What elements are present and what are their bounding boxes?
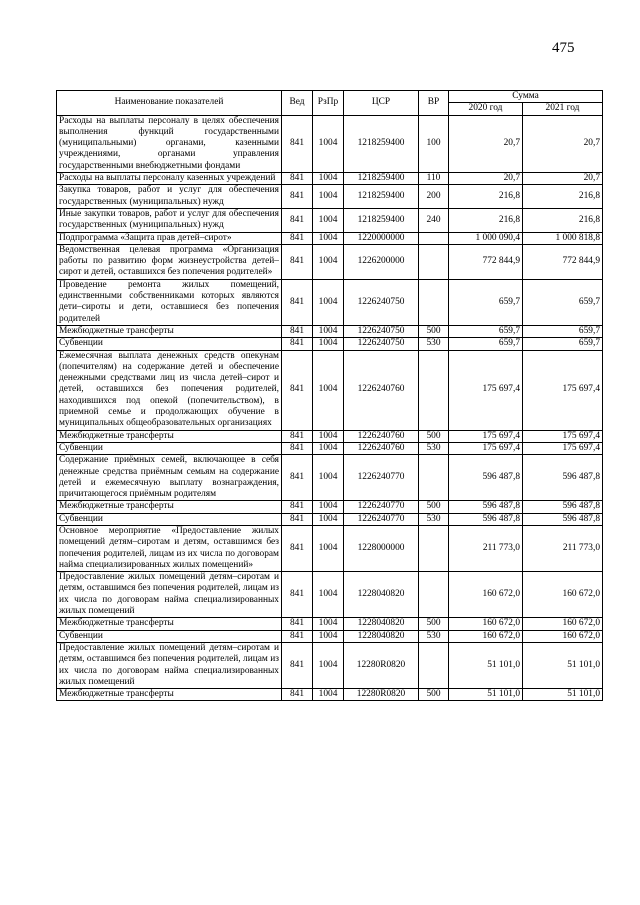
row-ved: 841 [282, 642, 313, 688]
row-csr: 1226240750 [344, 325, 419, 337]
row-sum-2021: 175 697,4 [523, 430, 603, 442]
table-row [57, 185, 603, 209]
row-csr: 1226200000 [344, 244, 419, 279]
row-csr: 1228000000 [344, 525, 419, 571]
row-rzpr: 1004 [313, 525, 344, 571]
row-vr: 240 [419, 208, 449, 232]
row-sum-2020: 175 697,4 [449, 442, 523, 454]
row-sum-2020: 596 487,8 [449, 501, 523, 513]
header-sum: Сумма [449, 91, 603, 103]
row-rzpr: 1004 [313, 618, 344, 630]
row-csr: 1220000000 [344, 232, 419, 244]
table-row [57, 244, 603, 279]
table-row [57, 115, 603, 172]
table-row [57, 325, 603, 337]
row-rzpr: 1004 [313, 115, 344, 172]
budget-table [56, 90, 603, 701]
row-ved: 841 [282, 442, 313, 454]
row-csr: 12280R0820 [344, 689, 419, 701]
row-ved: 841 [282, 232, 313, 244]
row-rzpr: 1004 [313, 173, 344, 185]
row-sum-2020: 596 487,8 [449, 513, 523, 525]
row-ved: 841 [282, 325, 313, 337]
table-header [57, 91, 603, 116]
row-rzpr: 1004 [313, 208, 344, 232]
row-name: Предоставление жилых помещений детям–сиротам и детям, оставшимся без попечения родителей, лицам из их числа по договорам найма специализированных жилых помещений [57, 572, 282, 618]
row-vr: 100 [419, 115, 449, 172]
header-csr: ЦСР [344, 91, 419, 116]
row-vr: 500 [419, 430, 449, 442]
page-number: 475 [552, 40, 575, 56]
row-ved: 841 [282, 618, 313, 630]
row-rzpr: 1004 [313, 572, 344, 618]
row-sum-2020: 596 487,8 [449, 455, 523, 501]
row-sum-2021: 20,7 [523, 115, 603, 172]
table-row [57, 350, 603, 430]
row-csr: 1228040820 [344, 572, 419, 618]
row-sum-2020: 216,8 [449, 185, 523, 209]
row-ved: 841 [282, 244, 313, 279]
header-vr: ВР [419, 91, 449, 116]
row-vr: 530 [419, 513, 449, 525]
row-vr [419, 642, 449, 688]
row-sum-2021: 51 101,0 [523, 642, 603, 688]
row-vr [419, 279, 449, 325]
row-sum-2021: 160 672,0 [523, 572, 603, 618]
row-rzpr: 1004 [313, 325, 344, 337]
row-name: Иные закупки товаров, работ и услуг для обеспечения государственных (муниципальных) нужд [57, 208, 282, 232]
table-row [57, 618, 603, 630]
row-sum-2020: 659,7 [449, 325, 523, 337]
row-ved: 841 [282, 689, 313, 701]
row-rzpr: 1004 [313, 350, 344, 430]
row-sum-2020: 772 844,9 [449, 244, 523, 279]
row-sum-2020: 211 773,0 [449, 525, 523, 571]
row-vr [419, 572, 449, 618]
row-sum-2021: 175 697,4 [523, 442, 603, 454]
row-sum-2021: 160 672,0 [523, 630, 603, 642]
row-name: Расходы на выплаты персоналу казенных учреждений [57, 173, 282, 185]
row-csr: 1228040820 [344, 630, 419, 642]
row-sum-2021: 51 101,0 [523, 689, 603, 701]
row-sum-2020: 659,7 [449, 279, 523, 325]
row-sum-2021: 772 844,9 [523, 244, 603, 279]
table-row [57, 572, 603, 618]
row-sum-2020: 1 000 090,4 [449, 232, 523, 244]
header-rzpr: РзПр [313, 91, 344, 116]
row-vr: 530 [419, 338, 449, 350]
table-row [57, 642, 603, 688]
row-sum-2021: 596 487,8 [523, 501, 603, 513]
row-csr: 1218259400 [344, 173, 419, 185]
row-rzpr: 1004 [313, 185, 344, 209]
row-rzpr: 1004 [313, 455, 344, 501]
row-rzpr: 1004 [313, 338, 344, 350]
header-year-2021: 2021 год [523, 103, 603, 115]
row-sum-2020: 175 697,4 [449, 430, 523, 442]
row-name: Закупка товаров, работ и услуг для обеспечения государственных (муниципальных) нужд [57, 185, 282, 209]
row-csr: 1226240750 [344, 338, 419, 350]
row-ved: 841 [282, 279, 313, 325]
row-ved: 841 [282, 501, 313, 513]
row-ved: 841 [282, 208, 313, 232]
table-row [57, 338, 603, 350]
row-sum-2020: 160 672,0 [449, 572, 523, 618]
row-csr: 1218259400 [344, 115, 419, 172]
row-vr: 530 [419, 630, 449, 642]
row-sum-2020: 51 101,0 [449, 642, 523, 688]
table-row [57, 442, 603, 454]
row-rzpr: 1004 [313, 513, 344, 525]
row-name: Предоставление жилых помещений детям–сиротам и детям, оставшимся без попечения родителей, лицам из их числа по договорам найма специализированных жилых помещений [57, 642, 282, 688]
row-sum-2020: 175 697,4 [449, 350, 523, 430]
row-rzpr: 1004 [313, 232, 344, 244]
row-ved: 841 [282, 525, 313, 571]
row-ved: 841 [282, 350, 313, 430]
row-name: Подпрограмма «Защита прав детей–сирот» [57, 232, 282, 244]
table-row [57, 173, 603, 185]
row-sum-2021: 216,8 [523, 208, 603, 232]
table-row [57, 513, 603, 525]
row-sum-2021: 659,7 [523, 279, 603, 325]
row-sum-2020: 160 672,0 [449, 618, 523, 630]
row-sum-2021: 160 672,0 [523, 618, 603, 630]
row-csr: 12280R0820 [344, 642, 419, 688]
row-ved: 841 [282, 338, 313, 350]
row-rzpr: 1004 [313, 442, 344, 454]
table-row [57, 630, 603, 642]
row-rzpr: 1004 [313, 689, 344, 701]
row-sum-2021: 1 000 818,8 [523, 232, 603, 244]
row-ved: 841 [282, 185, 313, 209]
header-ved: Вед [282, 91, 313, 116]
row-sum-2020: 659,7 [449, 338, 523, 350]
row-sum-2020: 20,7 [449, 115, 523, 172]
row-name: Ежемесячная выплата денежных средств опекунам (попечителям) на содержание детей и обеспечение денежными средствами лиц из числа детей–сирот и детей, оставшихся без попечения родителей, находившихся под опекой (попечительством), в приемной семье и продолжающих обучение в муниципальных общеобразовательных организациях [57, 350, 282, 430]
row-vr: 500 [419, 689, 449, 701]
row-sum-2021: 659,7 [523, 338, 603, 350]
row-name: Содержание приёмных семей, включающее в себя денежные средства приёмным семьям на содержание детей и ежемесячную выплату вознаграждения, причитающегося приёмным родителям [57, 455, 282, 501]
row-vr: 500 [419, 618, 449, 630]
row-csr: 1226240770 [344, 501, 419, 513]
row-vr: 200 [419, 185, 449, 209]
table-row [57, 208, 603, 232]
row-csr: 1226240760 [344, 430, 419, 442]
row-csr: 1226240760 [344, 350, 419, 430]
row-vr [419, 244, 449, 279]
row-ved: 841 [282, 572, 313, 618]
table-row [57, 430, 603, 442]
row-name: Субвенции [57, 442, 282, 454]
row-rzpr: 1004 [313, 244, 344, 279]
row-vr [419, 455, 449, 501]
row-sum-2021: 20,7 [523, 173, 603, 185]
table-row [57, 689, 603, 701]
table-body [57, 115, 603, 701]
row-csr: 1228040820 [344, 618, 419, 630]
row-sum-2020: 160 672,0 [449, 630, 523, 642]
row-vr: 500 [419, 501, 449, 513]
row-name: Межбюджетные трансферты [57, 501, 282, 513]
row-sum-2020: 216,8 [449, 208, 523, 232]
row-ved: 841 [282, 115, 313, 172]
row-ved: 841 [282, 513, 313, 525]
row-ved: 841 [282, 173, 313, 185]
row-name: Межбюджетные трансферты [57, 689, 282, 701]
row-sum-2021: 596 487,8 [523, 455, 603, 501]
row-vr [419, 525, 449, 571]
table-row [57, 525, 603, 571]
row-vr [419, 232, 449, 244]
row-vr [419, 350, 449, 430]
row-rzpr: 1004 [313, 279, 344, 325]
row-name: Межбюджетные трансферты [57, 325, 282, 337]
row-sum-2021: 659,7 [523, 325, 603, 337]
row-name: Субвенции [57, 338, 282, 350]
row-sum-2020: 20,7 [449, 173, 523, 185]
row-rzpr: 1004 [313, 501, 344, 513]
row-rzpr: 1004 [313, 642, 344, 688]
row-name: Основное мероприятие «Предоставление жилых помещений детям–сиротам и детям, оставшимся без попечения родителей, лицам из их числа по договорам найма специализированных жилых помещений» [57, 525, 282, 571]
row-sum-2021: 596 487,8 [523, 513, 603, 525]
row-vr: 500 [419, 325, 449, 337]
row-csr: 1218259400 [344, 208, 419, 232]
row-name: Расходы на выплаты персоналу в целях обеспечения выполнения функций государственными (муниципальными) органами, казенными учреждениями, органами управления государственными внебюджетными фондами [57, 115, 282, 172]
header-name: Наименование показателей [57, 91, 282, 116]
row-sum-2021: 216,8 [523, 185, 603, 209]
row-name: Межбюджетные трансферты [57, 618, 282, 630]
row-ved: 841 [282, 430, 313, 442]
row-sum-2021: 175 697,4 [523, 350, 603, 430]
row-csr: 1226240750 [344, 279, 419, 325]
row-ved: 841 [282, 630, 313, 642]
row-name: Субвенции [57, 513, 282, 525]
row-name: Субвенции [57, 630, 282, 642]
table-row [57, 232, 603, 244]
row-rzpr: 1004 [313, 430, 344, 442]
row-name: Ведомственная целевая программа «Организация работы по развитию форм жизнеустройства детей–сирот и детей, оставшихся без попечения родителей» [57, 244, 282, 279]
row-csr: 1218259400 [344, 185, 419, 209]
table-row [57, 501, 603, 513]
row-ved: 841 [282, 455, 313, 501]
row-csr: 1226240770 [344, 455, 419, 501]
table-row [57, 455, 603, 501]
row-sum-2021: 211 773,0 [523, 525, 603, 571]
row-vr: 110 [419, 173, 449, 185]
header-year-2020: 2020 год [449, 103, 523, 115]
row-name: Проведение ремонта жилых помещений, единственными собственниками которых являются дети–сироты и дети, оставшиеся без попечения родителей [57, 279, 282, 325]
row-csr: 1226240760 [344, 442, 419, 454]
row-sum-2020: 51 101,0 [449, 689, 523, 701]
row-vr: 530 [419, 442, 449, 454]
row-rzpr: 1004 [313, 630, 344, 642]
row-name: Межбюджетные трансферты [57, 430, 282, 442]
row-csr: 1226240770 [344, 513, 419, 525]
table-row [57, 279, 603, 325]
